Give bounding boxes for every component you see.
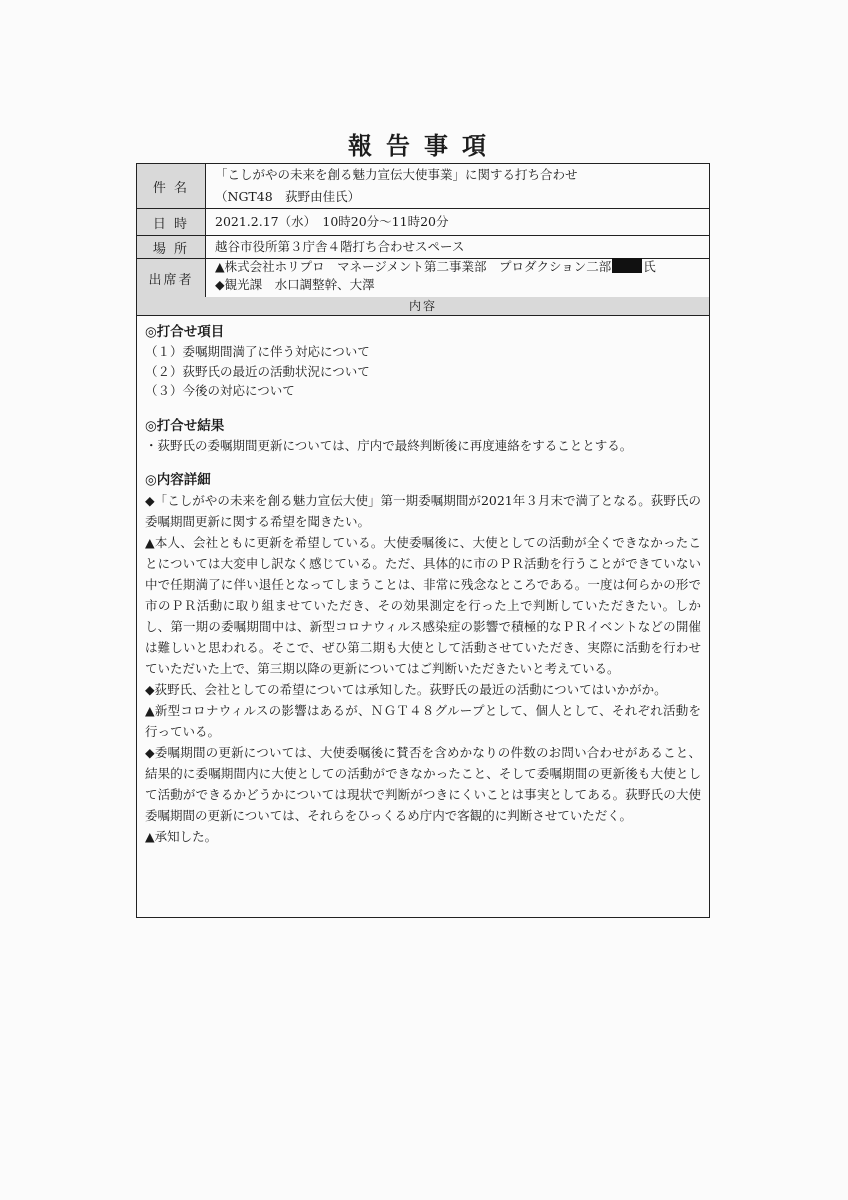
- detail-paragraph-4: ▲新型コロナウィルスの影響はあるが、ＮＧＴ４８グループとして、個人として、それぞれ活動を行っている。: [145, 703, 701, 739]
- datetime-value: 2021.2.17（水） 10時20分～11時20分: [215, 214, 449, 229]
- attendees-label: 出席者: [137, 259, 206, 297]
- place-label: 場 所: [137, 236, 206, 258]
- attendee-1: ▲株式会社ホリプロ マネージメント第二事業部 プロダクション二部: [215, 259, 612, 274]
- detail-paragraph-6: ▲承知した。: [145, 829, 218, 844]
- detail-paragraph-2: ▲本人、会社ともに更新を希望している。大使委嘱後に、大使としての活動が全くできなかったことについては大変申し訳なく感じている。ただ、具体的に市のＰＲ活動を行うことができていない中で任期満了に伴い退任となってしまうことは、非常に残念なところである。一度は何らかの形で市のＰＲ活動に取り組ませていただき、その効果測定を行った上で判断していただきたい。しかし、第一期の委嘱期間中は、新型コロナウィルス感染症の影響で積極的なＰＲイベントなどの開催は難しいと思われる。そこで、ぜひ第二期も大使として活動させていただき、実際に活動を行わせていただいた上で、第三期以降の更新についてはご判断いただきたいと考えている。: [145, 535, 701, 676]
- item-3: （３）今後の対応について: [145, 383, 295, 398]
- detail-paragraph-3: ◆荻野氏、会社としての希望については承知した。荻野氏の最近の活動についてはいかがか。: [145, 682, 667, 697]
- content-header: 内容: [137, 297, 709, 316]
- item-2: （２）荻野氏の最近の活動状況について: [145, 363, 370, 379]
- result-text: ・荻野氏の委嘱期間更新については、庁内で最終判断後に再度連絡をすることとする。: [145, 437, 633, 453]
- place-value: 越谷市役所第３庁舎４階打ち合わせスペース: [215, 239, 465, 254]
- datetime-label: 日 時: [137, 209, 206, 235]
- subject-line-2: （NGT48 荻野由佳氏）: [215, 189, 361, 204]
- result-heading: ◎打合せ結果: [145, 417, 225, 434]
- detail-paragraph-5: ◆委嘱期間の更新については、大使委嘱後に賛否を含めかなりの件数のお問い合わせがあること、結果的に委嘱期間内に大使としての活動ができなかったこと、そして委嘱期間の更新後も大使として活動ができるかどうかについては現状で判断がつきにくいことは事実としてある。荻野氏の大使委嘱期間の更新については、それらをひっくるめ庁内で客観的に判断させていただく。: [145, 745, 701, 823]
- report-table: [136, 163, 710, 918]
- attendees-row: [137, 259, 709, 297]
- place-row: [137, 236, 709, 259]
- redaction-block: [612, 258, 642, 273]
- item-1: （１）委嘱期間満了に伴う対応について: [145, 344, 370, 359]
- items-heading: ◎打合せ項目: [145, 324, 225, 340]
- subject-label: 件 名: [137, 164, 206, 208]
- attendee-1-suffix: 氏: [643, 259, 656, 274]
- attendee-line-2: ◆観光課 水口調整幹、大澤: [215, 277, 375, 292]
- content-body: [145, 322, 701, 847]
- attendee-line-1: [215, 257, 703, 277]
- subject-row: [137, 164, 709, 209]
- datetime-row: [137, 209, 709, 236]
- detail-paragraph-1: ◆「こしがやの未来を創る魅力宣伝大使」第一期委嘱期間が2021年３月末で満了となる。荻野氏の委嘱期間更新に関する希望を聞きたい。: [145, 493, 701, 529]
- subject-line-1: 「こしがやの未来を創る魅力宣伝大使事業」に関する打ち合わせ: [215, 167, 578, 182]
- page-title: 報告事項: [348, 131, 500, 160]
- detail-heading: ◎内容詳細: [145, 472, 211, 488]
